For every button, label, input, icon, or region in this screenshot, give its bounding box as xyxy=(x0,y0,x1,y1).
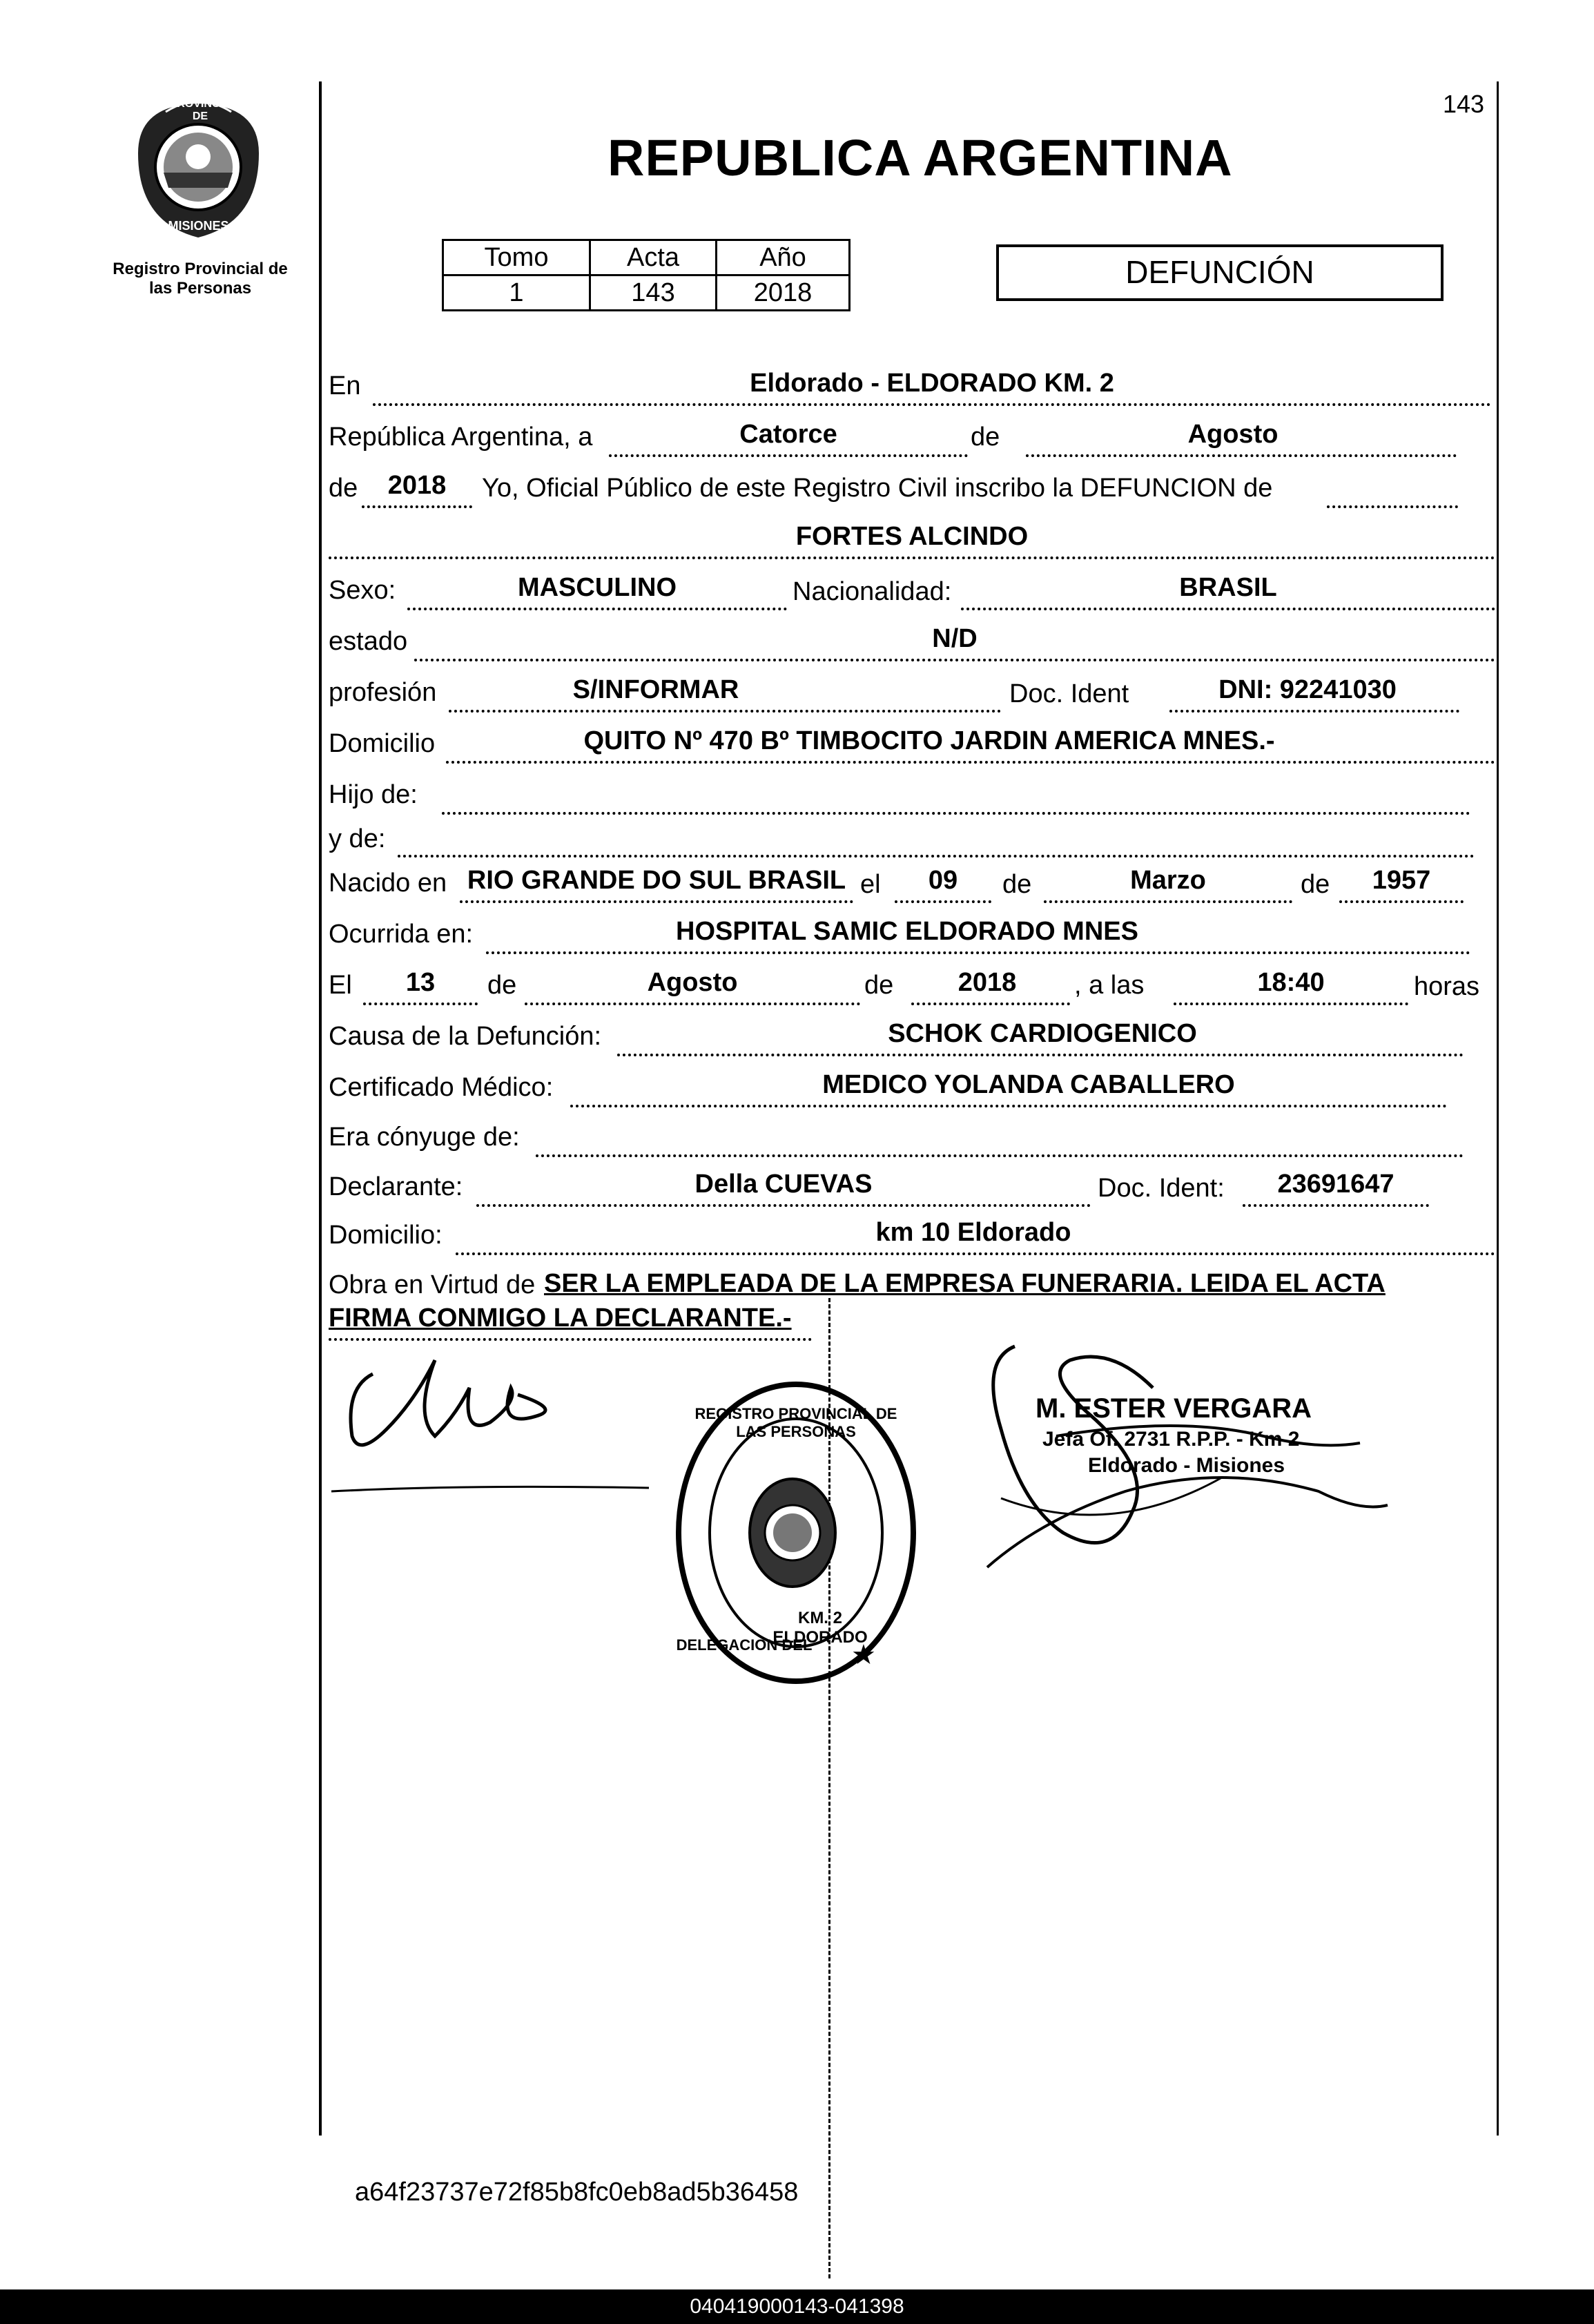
de2-label: de xyxy=(329,474,358,503)
decl-domicilio-label: Domicilio: xyxy=(329,1221,443,1250)
nacido-mes-value: Marzo xyxy=(1130,866,1206,895)
death-month-value: Agosto xyxy=(647,968,738,997)
right-margin-line xyxy=(1497,81,1499,2136)
registry-label-line1: Registro Provincial de xyxy=(113,260,288,278)
acta-value: 143 xyxy=(590,275,717,311)
nacido-anio-value: 1957 xyxy=(1372,866,1431,895)
footer-code: 040419000143-041398 xyxy=(690,2295,904,2318)
month-line xyxy=(1026,454,1457,457)
en-value: Eldorado - ELDORADO KM. 2 xyxy=(750,369,1114,398)
declarante-label: Declarante: xyxy=(329,1172,463,1201)
death-month-line xyxy=(525,1003,860,1005)
profesion-label: profesión xyxy=(329,678,437,707)
nacido-dia-line xyxy=(895,900,991,903)
estado-label: estado xyxy=(329,627,408,656)
decl-doc-label: Doc. Ident: xyxy=(1098,1174,1225,1203)
official-title: Jefa Of. 2731 R.P.P. - Km 2 xyxy=(1042,1428,1300,1451)
stamp-ring-left: DELEGACION DEL xyxy=(676,1636,813,1654)
sexo-line xyxy=(407,608,787,610)
year-line xyxy=(362,505,472,508)
republica-label: República Argentina, a xyxy=(329,423,593,452)
death-de2-label: de xyxy=(864,971,894,1000)
domicilio-value: QUITO Nº 470 Bº TIMBOCITO JARDIN AMERICA MNES.- xyxy=(583,726,1275,755)
alas-label: , a las xyxy=(1074,971,1145,1000)
doc-ident-value: DNI: 92241030 xyxy=(1218,675,1397,704)
decl-domicilio-line xyxy=(456,1252,1495,1255)
domicilio-label: Domicilio xyxy=(329,729,436,758)
obra-label: Obra en Virtud de xyxy=(329,1270,536,1299)
obra-line xyxy=(329,1338,812,1341)
tomo-value: 1 xyxy=(443,275,590,311)
death-year-value: 2018 xyxy=(958,968,1017,997)
stamp-inner: KM. 2 ELDORADO xyxy=(772,1609,868,1647)
acta-header: Acta xyxy=(590,240,717,275)
document-hash: a64f23737e72f85b8fc0eb8ad5b36458 xyxy=(355,2178,799,2207)
nacido-mes-line xyxy=(1044,900,1292,903)
official-name: M. ESTER VERGARA xyxy=(1036,1393,1312,1424)
en-line xyxy=(373,403,1491,406)
day-word-line xyxy=(609,454,968,457)
tomo-header: Tomo xyxy=(443,240,590,275)
nacionalidad-label: Nacionalidad: xyxy=(793,577,952,606)
svg-text:★: ★ xyxy=(851,1639,876,1671)
official-signature xyxy=(973,1333,1401,1588)
conyuge-label: Era cónyuge de: xyxy=(329,1123,520,1152)
year-value: 2018 xyxy=(387,471,447,500)
nacionalidad-line xyxy=(961,608,1495,610)
registry-label-line2: las Personas xyxy=(148,279,252,298)
deceased-name: FORTES ALCINDO xyxy=(795,522,1029,551)
page-number: 143 xyxy=(1443,90,1485,118)
anio-header: Año xyxy=(717,240,850,275)
causa-line xyxy=(617,1054,1464,1056)
ocurrida-label: Ocurrida en: xyxy=(329,920,474,949)
month-value: Agosto xyxy=(1187,420,1279,449)
causa-label: Causa de la Defunción: xyxy=(329,1022,602,1051)
doc-ident-line xyxy=(1169,710,1459,713)
hijo-line xyxy=(442,812,1470,815)
profesion-value: S/INFORMAR xyxy=(572,675,739,704)
left-margin-line xyxy=(319,81,322,2136)
sexo-value: MASCULINO xyxy=(517,573,677,602)
certificado-line xyxy=(570,1105,1447,1107)
decl-doc-value: 23691647 xyxy=(1277,1170,1394,1199)
obra-value-line1: SER LA EMPLEADA DE LA EMPRESA FUNERARIA. LEIDA EL ACTA xyxy=(544,1269,1386,1298)
yo-end-line xyxy=(1327,505,1458,508)
death-time-line xyxy=(1174,1003,1408,1005)
yde-line xyxy=(398,855,1475,858)
el2-label: El xyxy=(329,971,352,1000)
nacido-dia-value: 09 xyxy=(928,866,958,895)
hijo-label: Hijo de: xyxy=(329,780,418,809)
footer-bar xyxy=(0,2289,1594,2324)
causa-value: SCHOK CARDIOGENICO xyxy=(888,1019,1197,1048)
horas-label: horas xyxy=(1414,972,1480,1001)
en-label: En xyxy=(329,371,361,400)
official-stamp xyxy=(668,1374,924,1692)
certificado-label: Certificado Médico: xyxy=(329,1073,554,1102)
page-title: REPUBLICA ARGENTINA xyxy=(608,129,1233,186)
nacido-label: Nacido en xyxy=(329,869,447,898)
doc-ident-label: Doc. Ident xyxy=(1009,679,1129,708)
logo-bottom-text: MISIONES xyxy=(168,219,229,233)
death-de1-label: de xyxy=(487,971,517,1000)
ocurrida-line xyxy=(486,951,1470,954)
declarante-line xyxy=(476,1204,1091,1207)
nacido-de1-label: de xyxy=(1002,870,1032,899)
official-location: Eldorado - Misiones xyxy=(1088,1454,1285,1477)
profesion-line xyxy=(449,710,1001,713)
volume-table xyxy=(442,239,851,311)
domicilio-line xyxy=(446,761,1495,764)
death-day-value: 13 xyxy=(405,968,436,997)
ocurrida-value: HOSPITAL SAMIC ELDORADO MNES xyxy=(676,917,1138,946)
declarante-value: Della CUEVAS xyxy=(694,1170,873,1199)
nacido-anio-line xyxy=(1339,900,1464,903)
nacido-lugar-value: RIO GRANDE DO SUL BRASIL xyxy=(467,866,846,895)
logo-top-text: PROVINCIA DE xyxy=(169,98,231,122)
death-day-line xyxy=(363,1003,478,1005)
nacionalidad-value: BRASIL xyxy=(1179,573,1277,602)
de-label: de xyxy=(971,423,1000,452)
registry-label xyxy=(97,260,304,298)
el-label: el xyxy=(860,870,881,899)
obra-value-line2: FIRMA CONMIGO LA DECLARANTE.- xyxy=(329,1304,792,1333)
death-year-line xyxy=(911,1003,1070,1005)
yde-label: y de: xyxy=(329,824,386,853)
conyuge-line xyxy=(536,1154,1464,1157)
stamp-ring-top: REGISTRO PROVINCIAL DE LAS PERSONAS xyxy=(694,1405,897,1440)
day-word-value: Catorce xyxy=(739,420,837,449)
yo-text: Yo, Oficial Público de este Registro Civil inscribo la DEFUNCION de xyxy=(482,474,1273,503)
estado-value: N/D xyxy=(932,624,978,653)
estado-line xyxy=(414,659,1495,661)
decl-doc-line xyxy=(1243,1204,1429,1207)
death-time-value: 18:40 xyxy=(1257,968,1325,997)
certificado-value: MEDICO YOLANDA CABALLERO xyxy=(822,1070,1235,1099)
declarant-signature xyxy=(331,1346,663,1512)
record-type-box: DEFUNCIÓN xyxy=(996,244,1444,301)
nacido-lugar-line xyxy=(460,900,853,903)
nacido-de2-label: de xyxy=(1301,870,1330,899)
sexo-label: Sexo: xyxy=(329,576,396,605)
name-line xyxy=(329,556,1495,559)
decl-domicilio-value: km 10 Eldorado xyxy=(875,1218,1071,1247)
province-logo xyxy=(124,91,273,243)
anio-value: 2018 xyxy=(717,275,850,311)
